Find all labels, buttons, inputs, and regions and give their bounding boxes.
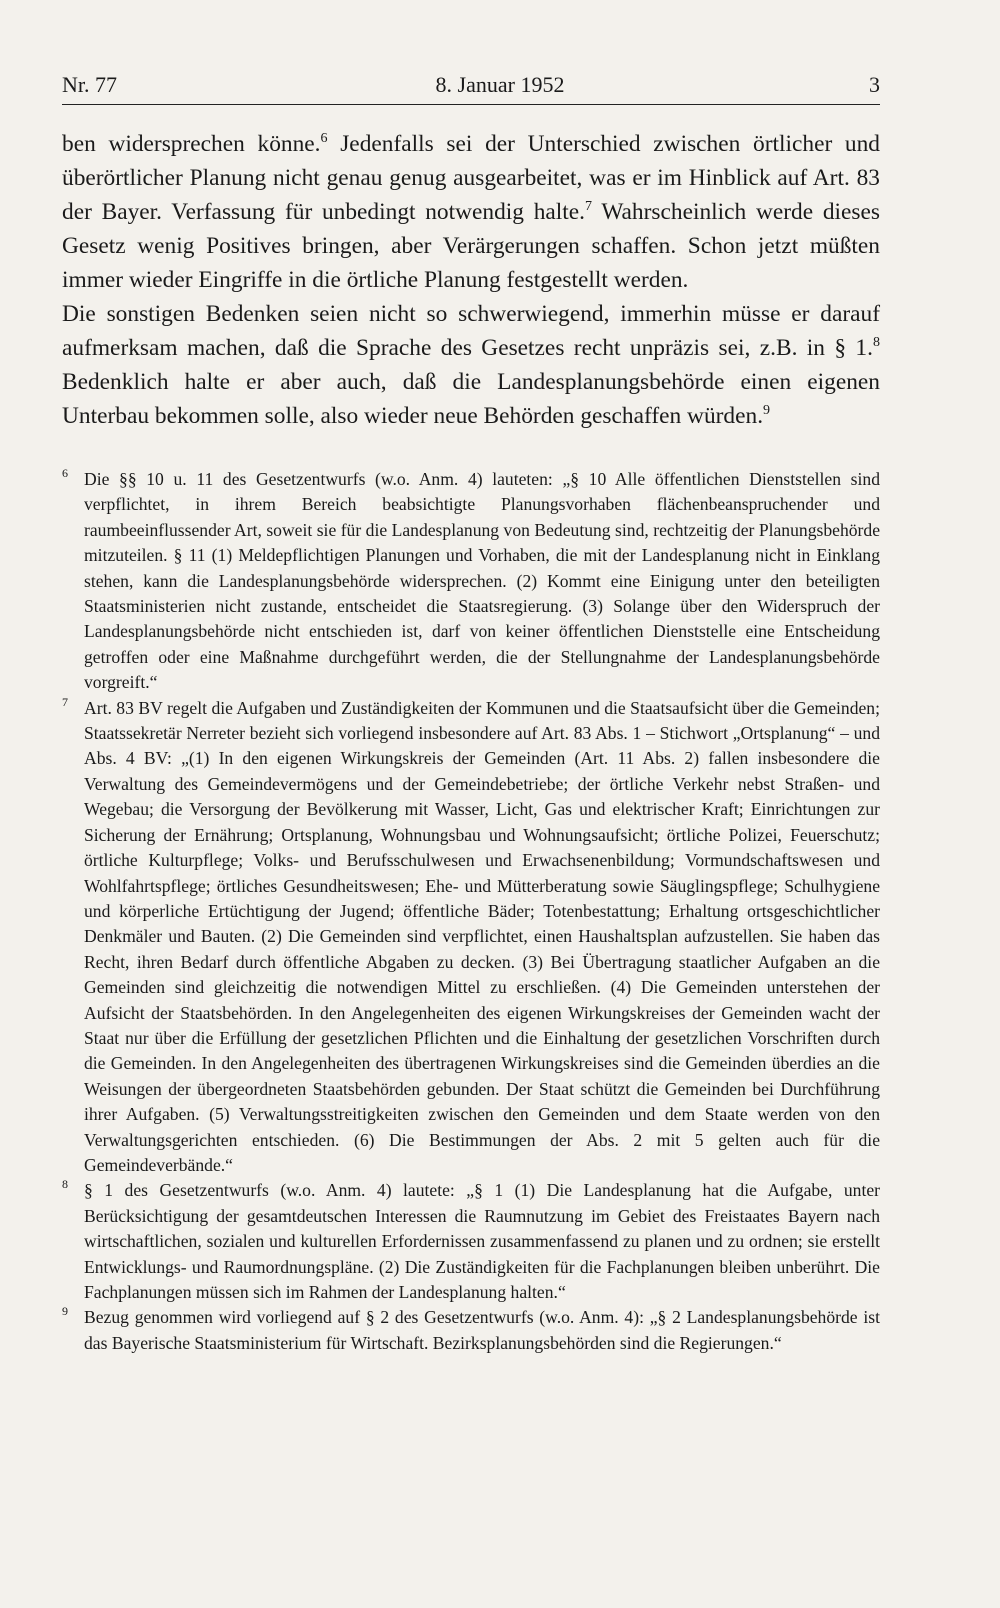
page-number: 3 bbox=[869, 72, 880, 97]
paragraph-1: ben widersprechen könne.$^6$ Jedenfalls sei der Unterschied zwischen örtlicher und überörtlicher Planung nicht genau genug ausgearbeitet, was er im Hinblick auf Art. 83 der Bayer. Verfassung für unbedingt notwendig halte.$^7$ Wahrscheinlich werde dieses Gesetz wenig Positives bringen, aber Verärgerungen schaffen. Schon jetzt müßten immer wieder Eingriffe in die örtliche Planung festgestellt werden. bbox=[62, 130, 880, 293]
footnote-text: Bezug genommen wird vorliegend auf § 2 des Gesetzentwurfs (w.o. Anm. 4): „§ 2 Landesplanungsbehörde ist das Bayerische Staatsministerium für Wirtschaft. Bezirksplanungsbehörden sind die Regierungen.“ bbox=[84, 1307, 880, 1353]
footnote-mark: 6 bbox=[62, 466, 68, 480]
footnote-9 bbox=[62, 1305, 880, 1356]
main-text bbox=[62, 127, 880, 433]
footnote-mark: 7 bbox=[62, 694, 68, 709]
footnote-text: § 1 des Gesetzentwurfs (w.o. Anm. 4) lautete: „§ 1 (1) Die Landesplanung hat die Aufgabe, unter Berücksichtigung der gesamtdeutschen Interessen die Raumnutzung im Gebiet des Freistaates Bayern nach wirtschaftlichen, sozialen und kulturellen Erfordernissen zusammenfassend zu planen und zu ordnen; sie erstellt Entwicklungs- und Raumordnungspläne. (2) Die Zuständigkeiten für die Fachplanungen bleiben unberührt. Die Fachplanungen müssen sich im Rahmen der Landesplanung halten.“ bbox=[84, 1180, 880, 1302]
footnotes bbox=[62, 467, 880, 1356]
page-header bbox=[62, 72, 880, 105]
paragraph-2: Die sonstigen Bedenken seien nicht so schwerwiegend, immerhin müsse er darauf aufmerksam machen, daß die Sprache des Gesetzes recht unpräzis sei, z.B. in § 1.$^8$ Bedenklich halte er aber auch, daß die Landesplanungsbehörde einen eigenen Unterbau bekommen solle, also wieder neue Behörden geschaffen würden.$^9$ bbox=[62, 301, 880, 429]
footnote-text: Die §§ 10 u. 11 des Gesetzentwurfs (w.o. Anm. 4) lauteten: „§ 10 Alle öffentlichen Dienststellen sind verpflichtet, in ihrem Bereich beabsichtigte Planungsvorhaben flächenbeanspruchender und raumbeeinflussender Art, soweit sie für die Landesplanung von Bedeutung sind, rechtzeitig der Planungsbehörde mitzuteilen. § 11 (1) Meldepflichtigen Planungen und Vorhaben, die mit der Landesplanung nicht in Einklang stehen, kann die Landesplanungsbehörde widersprechen. (2) Kommt eine Einigung unter den beteiligten Staatsministerien nicht zustande, entscheidet die Staatsregierung. (3) Solange über den Widerspruch der Landesplanungsbehörde nicht entschieden ist, darf von keiner öffentlichen Dienststelle eine Entscheidung getroffen oder eine Maßnahme durchgeführt werden, die der Stellungnahme der Landesplanungsbehörde vorgreift.“ bbox=[84, 469, 880, 693]
footnote-ref-8: 8 bbox=[872, 334, 880, 351]
footnote-mark: 9 bbox=[62, 1304, 68, 1319]
footnote-ref-7: 7 bbox=[585, 198, 593, 215]
footnote-8 bbox=[62, 1178, 880, 1305]
footnote-7 bbox=[62, 696, 880, 1179]
issue-number: Nr. 77 bbox=[62, 72, 117, 97]
footnote-ref-9: 9 bbox=[763, 402, 771, 419]
footnote-mark: 8 bbox=[62, 1177, 68, 1192]
footnote-text: Art. 83 BV regelt die Aufgaben und Zuständigkeiten der Kommunen und die Staatsaufsicht über die Gemeinden; Staatssekretär Nerreter bezieht sich vorliegend insbesondere auf Art. 83 Abs. 1 – Stichwort „Ortsplanung“ – und Abs. 4 BV: „(1) In den eigenen Wirkungskreis der Gemeinden (Art. 11 Abs. 2) fallen insbesondere die Verwaltung des Gemeindevermögens und der Gemeindebetriebe; der örtliche Verkehr nebst Straßen- und Wegebau; die Versorgung der Bevölkerung mit Wasser, Licht, Gas und elektrischer Kraft; Einrichtungen zur Sicherung der Ernährung; Ortsplanung, Wohnungsbau und Wohnungsaufsicht; örtliche Polizei, Feuerschutz; örtliche Kulturpflege; Volks- und Berufsschulwesen und Erwachsenenbildung; Vormundschaftswesen und Wohlfahrtspflege; örtliches Gesundheitswesen; Ehe- und Mütterberatung sowie Säuglingspflege; Schulhygiene und körperliche Ertüchtigung der Jugend; öffentliche Bäder; Totenbestattung; Erhaltung ortsgeschichtlicher Denkmäler und Bauten. (2) Die Gemeinden sind verpflichtet, einen Haushaltsplan aufzustellen. Sie haben das Recht, ihren Bedarf durch öffentliche Abgaben zu decken. (3) Bei Übertragung staatlicher Aufgaben an die Gemeinden sind gleichzeitig die notwendigen Mittel zu erschließen. (4) Die Gemeinden unterstehen der Aufsicht der Staatsbehörden. In den Angelegenheiten des eigenen Wirkungskreises der Gemeinden wacht der Staat nur über die Erfüllung der gesetzlichen Pflichten und die Einhaltung der gesetzlichen Vorschriften durch die Gemeinden. In den Angelegenheiten des übertragenen Wirkungskreises sind die Gemeinden überdies an die Weisungen der übergeordneten Staatsbehörden gebunden. Der Staat schützt die Gemeinden bei Durchführung ihrer Aufgaben. (5) Verwaltungsstreitigkeiten zwischen den Gemeinden und dem Staate werden von den Verwaltungsgerichten entschieden. (6) Die Bestimmungen der Abs. 2 mit 5 gelten auch für die Gemeindeverbände.“ bbox=[84, 697, 880, 1175]
issue-date: 8. Januar 1952 bbox=[435, 72, 565, 97]
footnote-6 bbox=[62, 467, 880, 696]
footnote-ref-6: 6 bbox=[320, 130, 328, 147]
